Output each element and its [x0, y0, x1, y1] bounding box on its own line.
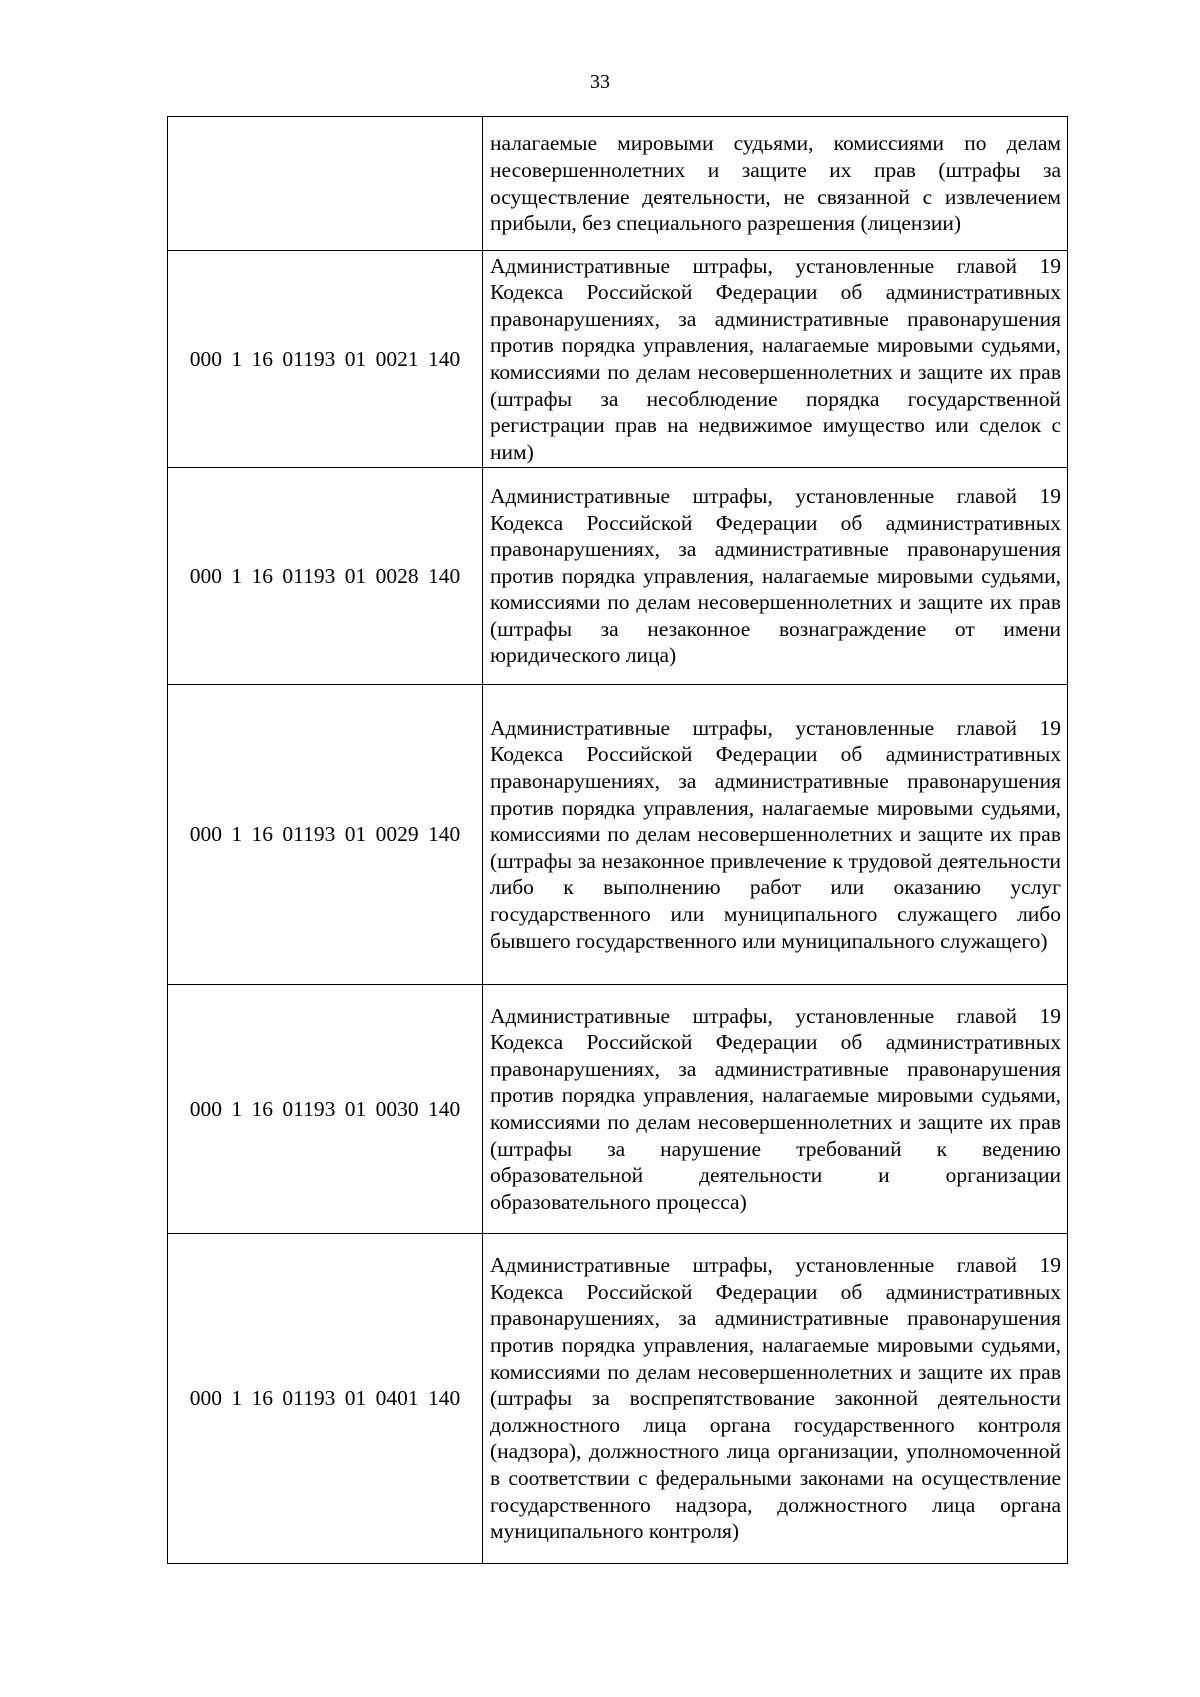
description-cell: Административные штрафы, установленные главой 19 Кодекса Российской Федерации об административных правонарушениях, за административные правонарушения против порядка управления, налагаемые мировыми судьями, комиссиями по делам несовершеннолетних и защите их прав (штрафы за незаконное вознаграждение от имени юридического лица): [483, 468, 1068, 685]
budget-code-cell: 000 1 16 01193 01 0029 140: [168, 685, 483, 985]
budget-code-cell: 000 1 16 01193 01 0021 140: [168, 251, 483, 468]
budget-code-cell: 000 1 16 01193 01 0401 140: [168, 1234, 483, 1564]
description-cell: Административные штрафы, установленные главой 19 Кодекса Российской Федерации об административных правонарушениях, за административные правонарушения против порядка управления, налагаемые мировыми судьями, комиссиями по делам несовершеннолетних и защите их прав (штрафы за воспрепятствование законной деятельности должностного лица органа государственного контроля (надзора), должностного лица организации, уполномоченной в соответствии с федеральными законами на осуществление государственного надзора, должностного лица органа муниципального контроля): [483, 1234, 1068, 1564]
table-row: [168, 685, 1068, 985]
description-cell: Административные штрафы, установленные главой 19 Кодекса Российской Федерации об административных правонарушениях, за административные правонарушения против порядка управления, налагаемые мировыми судьями, комиссиями по делам несовершеннолетних и защите их прав (штрафы за незаконное привлечение к трудовой деятельности либо к выполнению работ или оказанию услуг государственного или муниципального служащего либо бывшего государственного или муниципального служащего): [483, 685, 1068, 985]
table-row: [168, 985, 1068, 1234]
budget-code-cell: 000 1 16 01193 01 0030 140: [168, 985, 483, 1234]
table-row: [168, 1234, 1068, 1564]
description-cell: налагаемые мировыми судьями, комиссиями по делам несовершеннолетних и защите их прав (штрафы за осуществление деятельности, не связанной с извлечением прибыли, без специального разрешения (лицензии): [483, 117, 1068, 251]
table-row: [168, 251, 1068, 468]
budget-classification-table: [167, 116, 1068, 1564]
budget-code-cell: [168, 117, 483, 251]
budget-code-cell: 000 1 16 01193 01 0028 140: [168, 468, 483, 685]
description-cell: Административные штрафы, установленные главой 19 Кодекса Российской Федерации об административных правонарушениях, за административные правонарушения против порядка управления, налагаемые мировыми судьями, комиссиями по делам несовершеннолетних и защите их прав (штрафы за нарушение требований к ведению образовательной деятельности и организации образовательного процесса): [483, 985, 1068, 1234]
table-row: [168, 468, 1068, 685]
table-row: [168, 117, 1068, 251]
page-number: 33: [590, 71, 610, 93]
description-cell: Административные штрафы, установленные главой 19 Кодекса Российской Федерации об административных правонарушениях, за административные правонарушения против порядка управления, налагаемые мировыми судьями, комиссиями по делам несовершеннолетних и защите их прав (штрафы за несоблюдение порядка государственной регистрации прав на недвижимое имущество или сделок с ним): [483, 251, 1068, 468]
